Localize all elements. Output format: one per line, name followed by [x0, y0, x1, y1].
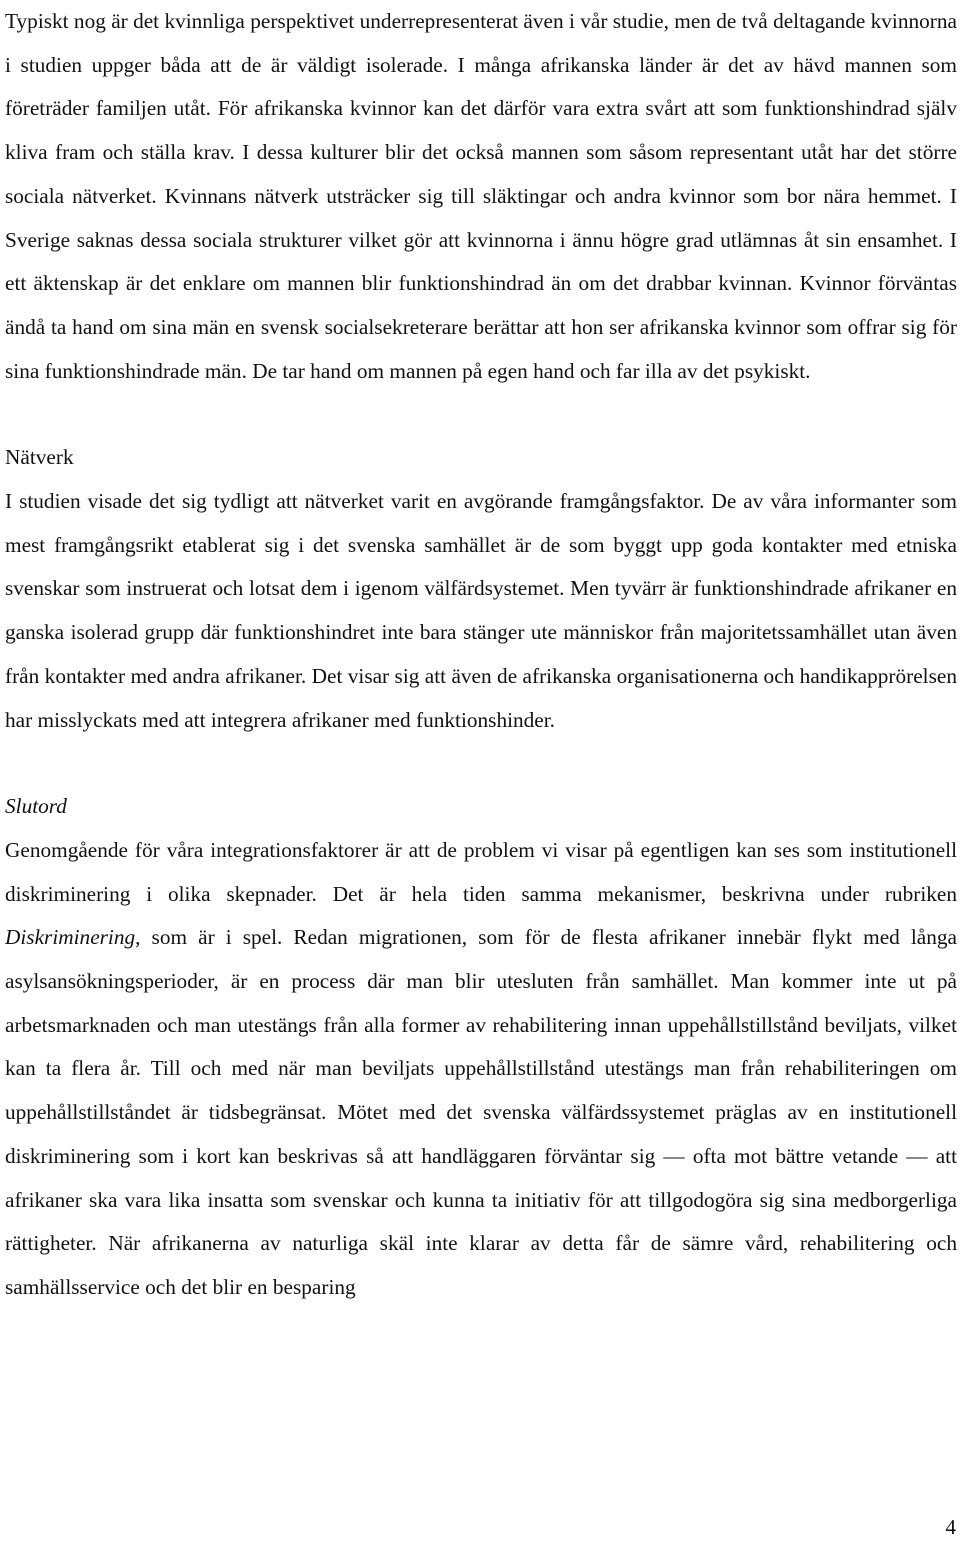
- spacer: [5, 393, 957, 436]
- document-page: [5, 0, 957, 1310]
- paragraph-slutord-part1: Genomgående för våra integrationsfaktorer är att de problem vi visar på egentligen kan ses som institutionell diskriminering i olika skepnader. Det är hela tiden samma mekanismer, beskrivna under rubriken: [5, 837, 957, 906]
- paragraph-women-perspective: Typiskt nog är det kvinnliga perspektivet underrepresenterat även i vår studie, men de två deltagande kvinnorna i studien uppger båda att de är väldigt isolerade. I många afrikanska länder är det av hävd mannen som företräder familjen utåt. För afrikanska kvinnor kan det därför vara extra svårt att som funktionshindrad själv kliva fram och ställa krav. I dessa kulturer blir det också mannen som såsom representant utåt har det större sociala nätverket. Kvinnans nätverk utsträcker sig till släktingar och andra kvinnor som bor nära hemmet. I Sverige saknas dessa sociala strukturer vilket gör att kvinnorna i ännu högre grad utlämnas åt sin ensamhet. I ett äktenskap är det enklare om mannen blir funktionshindrad än om det drabbar kvinnan. Kvinnor förväntas ändå ta hand om sina män en svensk socialsekreterare berättar att hon ser afrikanska kvinnor som offrar sig för sina funktionshindrade män. De tar hand om mannen på egen hand och far illa av det psykiskt.: [5, 9, 957, 383]
- paragraph-natverk: I studien visade det sig tydligt att nätverket varit en avgörande framgångsfaktor. De av våra informanter som mest framgångsrikt etablerat sig i det svenska samhället är de som byggt upp goda kontakter med etniska svenskar som instruerat och lotsat dem i igenom välfärdsystemet. Men tyvärr är funktionshindrade afrikaner en ganska isolerad grupp där funktionshindret inte bara stänger ute människor från majoritetssamhället utan även från kontakter med andra afrikaner. Det visar sig att även de afrikanska organisationerna och handikapprörelsen har misslyckats med att integrera afrikaner med funktionshinder.: [5, 489, 957, 732]
- spacer: [5, 742, 957, 785]
- heading-natverk: Nätverk: [5, 445, 74, 470]
- paragraph-slutord-part2: , som är i spel. Redan migrationen, som för de flesta afrikaner innebär flykt med långa asylsansökningsperioder, är en process där man blir utesluten från samhället. Man kommer inte ut på arbetsmarknaden och man utestängs från alla former av rehabilitering innan uppehållstillstånd beviljats, vilket kan ta flera år. Till och med när man beviljats uppehållstillstånd utestängs man från rehabiliteringen om uppehållstillståndet är tidsbegränsat. Mötet med det svenska välfärdssystemet präglas av en institutionell diskriminering som i kort kan beskrivas så att handläggaren förväntar sig — ofta mot bättre vetande — att afrikaner ska vara lika insatta som svenskar och kunna ta initiativ för att tillgodogöra sig sina medborgerliga rättigheter. När afrikanerna av naturliga skäl inte klarar av detta får de sämre vård, rehabilitering och samhällsservice och det blir en besparing: [5, 925, 957, 1299]
- page-number: 4: [945, 1515, 956, 1539]
- heading-slutord: Slutord: [5, 794, 67, 819]
- paragraph-slutord: [5, 829, 957, 1310]
- paragraph-slutord-italic-term: Diskriminering: [5, 925, 136, 950]
